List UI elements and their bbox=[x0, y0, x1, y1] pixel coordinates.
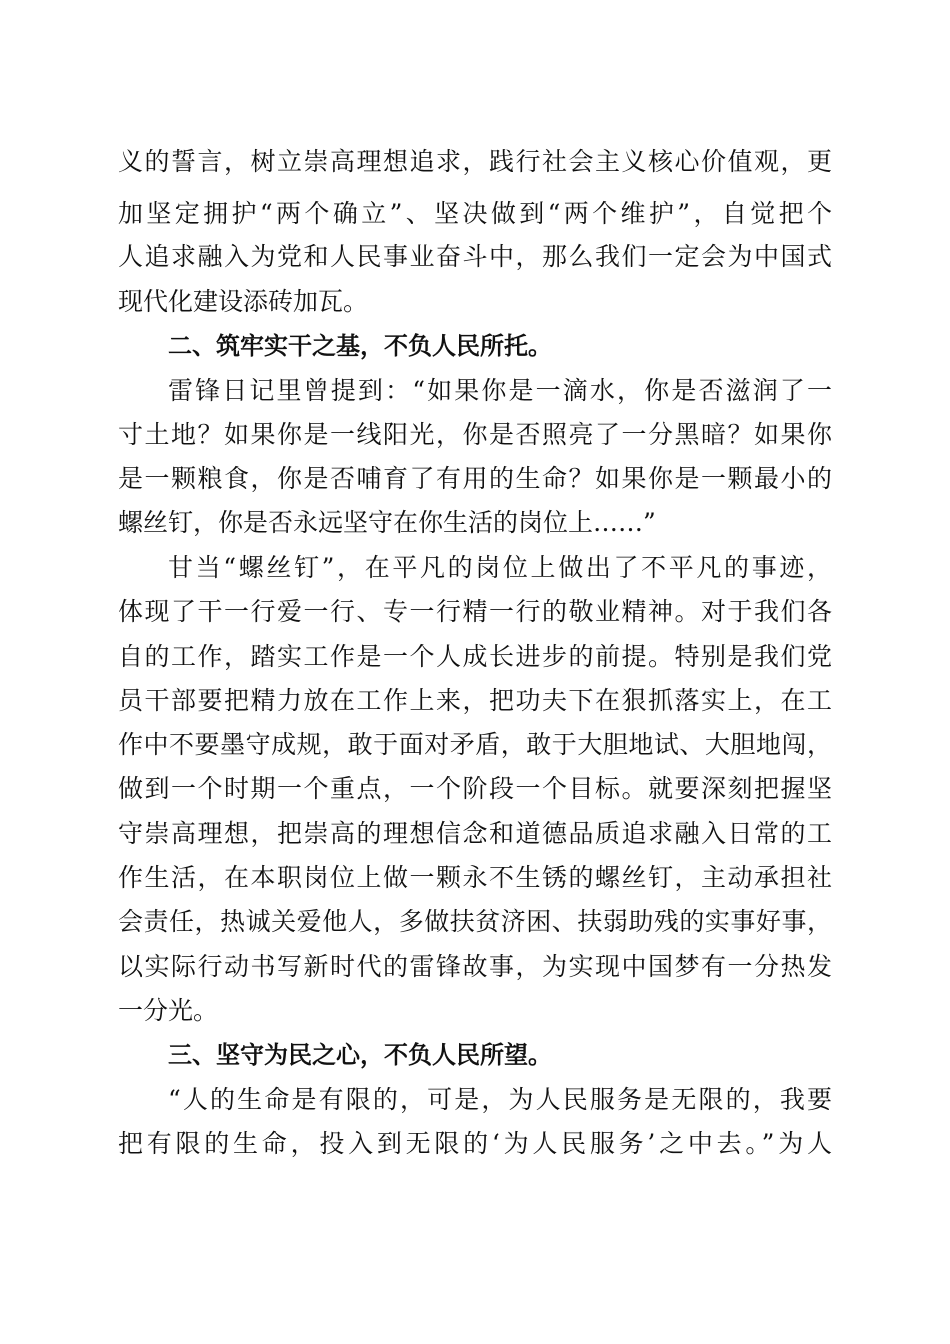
paragraph-line: 自的工作，踏实工作是一个人成长进步的前提。特别是我们党 bbox=[118, 642, 832, 671]
paragraph-line: 是一颗粮食，你是否哺育了有用的生命？如果你是一颗最小的 bbox=[118, 464, 832, 493]
paragraph-line: 作生活，在本职岗位上做一颗永不生锈的螺丝钉，主动承担社 bbox=[118, 863, 832, 892]
paragraph-line: 人追求融入为党和人民事业奋斗中，那么我们一定会为中国式 bbox=[118, 242, 832, 271]
paragraph-line: 作中不要墨守成规，敢于面对矛盾，敢于大胆地试、大胆地闯， bbox=[118, 730, 832, 759]
section-heading-3: 三、坚守为民之心，不负人民所望。 bbox=[168, 1041, 552, 1069]
paragraph-line: 做到一个时期一个重点，一个阶段一个目标。就要深刻把握坚 bbox=[118, 774, 832, 803]
paragraph-line: 体现了干一行爱一行、专一行精一行的敬业精神。对于我们各 bbox=[118, 597, 832, 626]
paragraph-line: 现代化建设添砖加瓦。 bbox=[118, 287, 369, 316]
paragraph-line: 以实际行动书写新时代的雷锋故事，为实现中国梦有一分热发 bbox=[118, 952, 832, 981]
paragraph-line: “人的生命是有限的，可是，为人民服务是无限的，我要 bbox=[168, 1085, 832, 1114]
paragraph-line: 守崇高理想，把崇高的理想信念和道德品质追求融入日常的工 bbox=[118, 819, 832, 848]
paragraph-line: 员干部要把精力放在工作上来，把功夫下在狠抓落实上，在工 bbox=[118, 686, 832, 715]
paragraph-line: 把有限的生命，投入到无限的‘为人民服务’之中去。”为人 bbox=[118, 1129, 832, 1158]
paragraph-line: 一分光。 bbox=[118, 996, 219, 1025]
paragraph-line: 加坚定拥护“两个确立”、坚决做到“两个维护”，自觉把个 bbox=[118, 199, 832, 228]
section-heading-2: 二、筑牢实干之基，不负人民所托。 bbox=[168, 332, 552, 360]
paragraph-line: 甘当“螺丝钉”，在平凡的岗位上做出了不平凡的事迹， bbox=[168, 553, 832, 582]
paragraph-line: 寸土地？如果你是一线阳光，你是否照亮了一分黑暗？如果你 bbox=[118, 420, 832, 449]
paragraph-line: 会责任，热诚关爱他人，多做扶贫济困、扶弱助残的实事好事， bbox=[118, 907, 832, 936]
paragraph-line: 螺丝钉，你是否永远坚守在你生活的岗位上……” bbox=[118, 508, 656, 537]
paragraph-line: 雷锋日记里曾提到：“如果你是一滴水，你是否滋润了一 bbox=[168, 376, 832, 405]
paragraph-line: 义的誓言，树立崇高理想追求，践行社会主义核心价值观，更 bbox=[118, 147, 832, 176]
